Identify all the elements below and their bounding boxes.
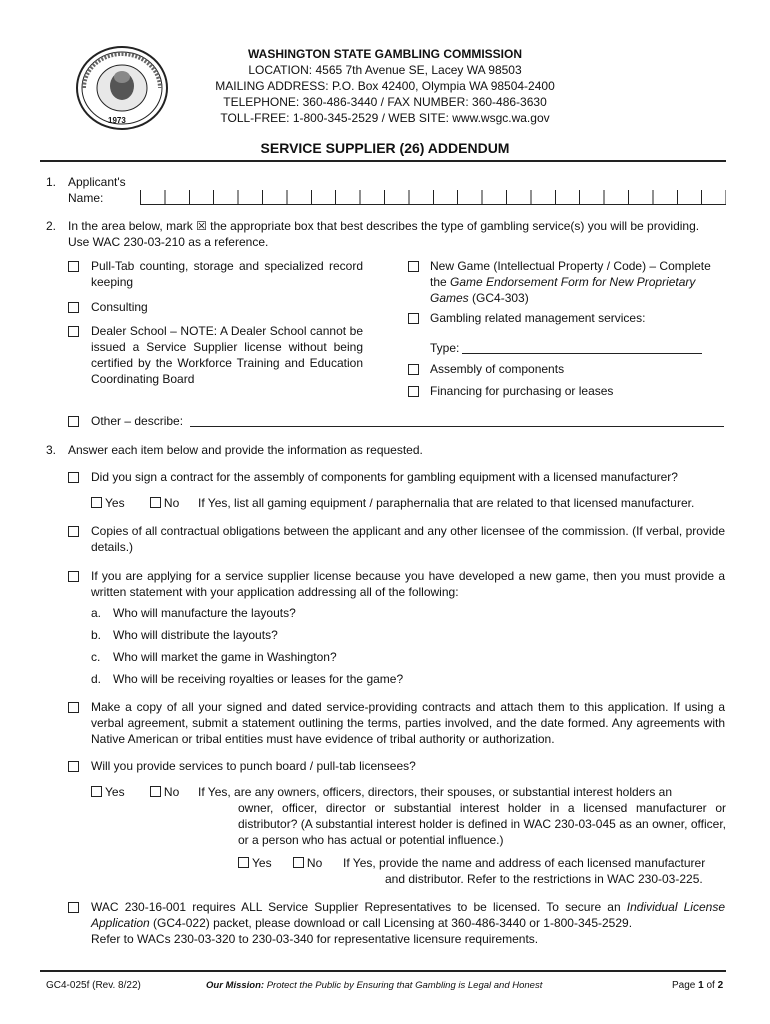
footer-rule <box>40 970 726 972</box>
page-current: 1 <box>698 980 704 991</box>
form-title: SERVICE SUPPLIER (26) ADDENDUM <box>260 140 510 156</box>
header-block <box>190 46 580 126</box>
contract-no-checkbox[interactable] <box>150 497 161 508</box>
copy-contracts-text: Make a copy of all your signed and dated service-providing contracts and attach them to this application. If using a verbal agreement, submit a statement outlining the terms, parties involved, and the date formed. Any agreements with Native American or tribal entities must have evidence of tribal authority or authorization. <box>91 700 725 746</box>
contract-yes-checkbox[interactable] <box>91 497 102 508</box>
new-game-form-name: Game Endorsement Form for New Proprietary Games <box>430 275 696 305</box>
page-number <box>672 980 723 991</box>
wac-form-name: Individual License Application <box>91 900 725 930</box>
wac-text-c: (GC4-022) packet, please download or call Licensing at 360-486-3440 or 1-800-345-2529. <box>149 916 633 930</box>
sub-b-text: Who will distribute the layouts? <box>113 628 278 642</box>
seal-year: 1973 <box>108 116 126 125</box>
mailing-line: MAILING ADDRESS: P.O. Box 42400, Olympia WA 98504-2400 <box>215 79 555 93</box>
nested-yes-checkbox[interactable] <box>238 857 249 868</box>
dealer-school-checkbox[interactable] <box>68 326 79 337</box>
new-game-stmt-checkbox[interactable] <box>68 571 79 582</box>
pulltab-label: Pull-Tab counting, storage and specialized record keeping <box>91 259 363 289</box>
punchboard-checkbox[interactable] <box>68 761 79 772</box>
title-rule <box>40 160 726 162</box>
pulltab-checkbox[interactable] <box>68 261 79 272</box>
contract-no-label: No <box>163 496 180 510</box>
other-describe-field[interactable] <box>190 426 724 427</box>
nested-no-label: No <box>306 856 323 870</box>
new-game-stmt-text: If you are applying for a service supplier license because you have developed a new game, then you must provide a written statement with your application addressing all of the following: <box>91 569 725 599</box>
mission-label: Our Mission: <box>206 980 265 991</box>
q3-intro: Answer each item below and provide the information as requested. <box>68 443 423 457</box>
sub-a-letter: a. <box>91 606 102 620</box>
other-label: Other – describe: <box>91 414 184 428</box>
applicant-name-field[interactable] <box>140 190 726 205</box>
punch-if-yes-rest: owner, officer, director or substantial interest holder in a licensed manufacturer or distributor? (A substantial interest holder is defined in WAC 230-03-045 as an owner, officer, or a person who has actual or potential influence.) <box>238 801 726 847</box>
financing-label: Financing for purchasing or leases <box>430 384 614 398</box>
dealer-school-label: Dealer School – NOTE: A Dealer School cannot be issued a Service Supplier license without being certified by the Workforce Training and Education Coordinating Board <box>91 324 363 386</box>
punch-yes-no <box>91 784 179 800</box>
punchboard-question: Will you provide services to punch board / pull-tab licensees? <box>91 759 416 773</box>
location-line: LOCATION: 4565 7th Avenue SE, Lacey WA 98503 <box>248 63 522 77</box>
assembly-checkbox[interactable] <box>408 364 419 375</box>
type-label: Type: <box>430 341 460 355</box>
form-id: GC4-025f (Rev. 8/22) <box>46 980 141 991</box>
nested-yes-no <box>238 855 322 871</box>
copies-text: Copies of all contractual obligations between the applicant and any other licensee of the commission. (If verbal, provide details.) <box>91 524 725 554</box>
new-game-text-a: New Game (Intellectual Property / Code) – Complete the <box>430 259 711 289</box>
punch-if-yes-lead: If Yes, are any owners, officers, directors, their spouses, or substantial interest holders an <box>198 785 673 799</box>
punch-no-checkbox[interactable] <box>150 786 161 797</box>
mgmt-services-label: Gambling related management services: <box>430 311 646 325</box>
financing-checkbox[interactable] <box>408 386 419 397</box>
q2-number: 2. <box>46 219 57 233</box>
contract-yes-label: Yes <box>105 496 125 510</box>
punch-no-label: No <box>163 785 180 799</box>
sub-d-letter: d. <box>91 672 102 686</box>
type-field[interactable] <box>462 353 702 354</box>
contract-yes-no <box>91 495 179 511</box>
mgmt-services-checkbox[interactable] <box>408 313 419 324</box>
contract-if-yes: If Yes, list all gaming equipment / paraphernalia that are related to that licensed manufacturer. <box>198 496 695 510</box>
wac-refer: Refer to WACs 230-03-320 to 230-03-340 for representative licensure requirements. <box>91 932 539 946</box>
sub-c-letter: c. <box>91 650 101 664</box>
new-game-checkbox[interactable] <box>408 261 419 272</box>
sub-d-text: Who will be receiving royalties or leases for the game? <box>113 672 404 686</box>
page-total: 2 <box>717 980 724 991</box>
nested-no-checkbox[interactable] <box>293 857 304 868</box>
copy-contracts-checkbox[interactable] <box>68 702 79 713</box>
commission-seal <box>72 44 172 132</box>
sub-a-text: Who will manufacture the layouts? <box>113 606 296 620</box>
new-game-label <box>430 258 726 306</box>
nested-if-yes-lead: If Yes, provide the name and address of each licensed manufacturer <box>343 856 706 870</box>
punch-yes-checkbox[interactable] <box>91 786 102 797</box>
q1-number: 1. <box>46 175 57 189</box>
org-name: WASHINGTON STATE GAMBLING COMMISSION <box>248 47 522 61</box>
nested-yes-label: Yes <box>252 856 272 870</box>
new-game-text-c: (GC4-303) <box>468 291 529 305</box>
wac-text <box>91 899 725 931</box>
nested-if-yes-rest: and distributor. Refer to the restrictions in WAC 230-03-225. <box>385 872 703 886</box>
consulting-label: Consulting <box>91 300 148 314</box>
page-of: of <box>703 980 718 991</box>
other-checkbox[interactable] <box>68 416 79 427</box>
q1-label-a: Applicant's <box>68 175 126 189</box>
assembly-label: Assembly of components <box>430 362 565 376</box>
copies-checkbox[interactable] <box>68 526 79 537</box>
phone-line: TELEPHONE: 360-486-3440 / FAX NUMBER: 360-486-3630 <box>223 95 547 109</box>
page-prefix: Page <box>672 980 699 991</box>
wac-text-a: WAC 230-16-001 requires ALL Service Supplier Representatives to be licensed. To secure an <box>91 900 627 914</box>
mission-statement <box>206 980 542 991</box>
punch-yes-label: Yes <box>105 785 125 799</box>
q2-line2: Use WAC 230-03-210 as a reference. <box>68 235 269 249</box>
consulting-checkbox[interactable] <box>68 302 79 313</box>
q1-label-b: Name: <box>68 191 104 205</box>
wac-checkbox[interactable] <box>68 902 79 913</box>
tollfree-line: TOLL-FREE: 1-800-345-2529 / WEB SITE: www.wsgc.wa.gov <box>220 111 550 125</box>
q3-number: 3. <box>46 443 57 457</box>
mission-text: Protect the Public by Ensuring that Gambling is Legal and Honest <box>264 980 543 991</box>
contract-question: Did you sign a contract for the assembly of components for gambling equipment with a licensed manufacturer? <box>91 470 678 484</box>
sub-b-letter: b. <box>91 628 102 642</box>
contract-checkbox[interactable] <box>68 472 79 483</box>
sub-c-text: Who will market the game in Washington? <box>113 650 337 664</box>
q2-line1: In the area below, mark ☒ the appropriate box that best describes the type of gambling service(s) you will be providing. <box>68 219 700 233</box>
